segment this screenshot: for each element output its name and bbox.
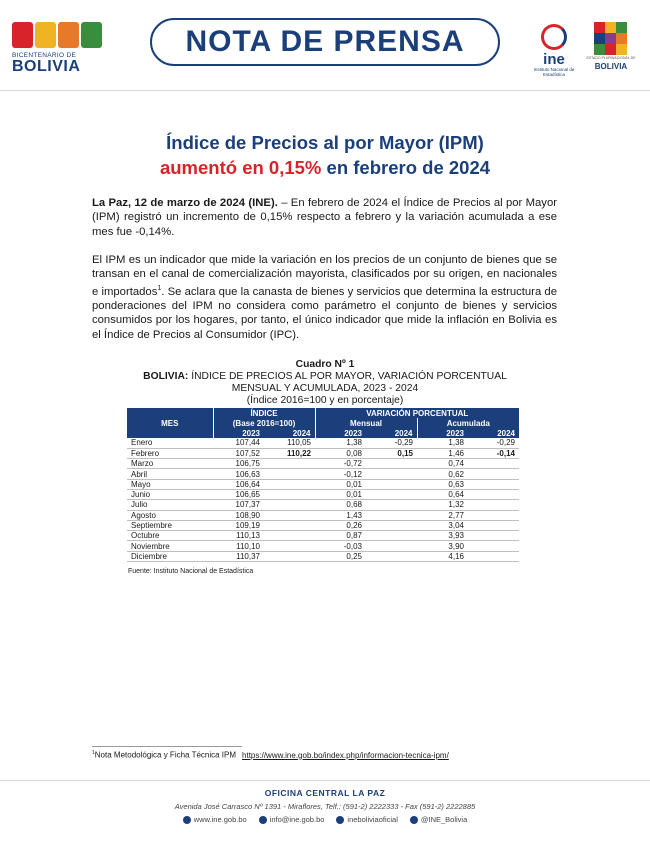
cell-i23: 107,44: [213, 438, 264, 448]
paragraph-definition-a: El IPM es un indicador que mide la variación en los precios de un conjunto de bienes que se transan en el canal de comercialización mayorista, clasificados por su origen, en nacionales e importados: [92, 254, 557, 298]
cell-i24: [264, 489, 315, 499]
header-divider: [0, 90, 650, 91]
cell-m24: [366, 500, 417, 510]
cell-a23: 2,77: [417, 510, 468, 520]
header-acumulada-2023: 2023: [417, 428, 468, 438]
cell-m23: 0,08: [315, 448, 366, 458]
cell-mes: Septiembre: [127, 520, 213, 530]
cell-a24: [468, 479, 519, 489]
cell-a23: 4,16: [417, 551, 468, 561]
press-release-banner: [150, 18, 500, 66]
table-row: [127, 448, 519, 458]
cell-m24: -0,29: [366, 438, 417, 448]
footer-web-text: www.ine.gob.bo: [193, 815, 247, 824]
cell-a24: [468, 500, 519, 510]
cell-a24: [468, 469, 519, 479]
cell-i24: [264, 479, 315, 489]
cell-a23: 0,63: [417, 479, 468, 489]
table-row: [127, 469, 519, 479]
table-row: [127, 459, 519, 469]
footer-facebook[interactable]: [336, 815, 397, 824]
table-row: [127, 510, 519, 520]
ipm-table: [127, 408, 519, 562]
table-row: [127, 479, 519, 489]
cell-i23: 107,37: [213, 500, 264, 510]
cell-m23: 0,01: [315, 479, 366, 489]
cell-i24: [264, 459, 315, 469]
cell-a23: 1,38: [417, 438, 468, 448]
ine-subtitle: Instituto Nacional de Estadística: [533, 67, 575, 77]
header-acumulada-2024: 2024: [468, 428, 519, 438]
cell-a24: [468, 531, 519, 541]
cell-i24: [264, 531, 315, 541]
headline-rest: en febrero de 2024: [321, 157, 491, 178]
headline-line-1: Índice de Precios al por Mayor (IPM): [166, 132, 484, 153]
cell-i24: [264, 469, 315, 479]
cell-m24: [366, 551, 417, 561]
cell-a24: [468, 489, 519, 499]
mail-icon: [259, 816, 267, 824]
cell-mes: Noviembre: [127, 541, 213, 551]
table-row: [127, 500, 519, 510]
cell-mes: Julio: [127, 500, 213, 510]
cell-a23: 0,64: [417, 489, 468, 499]
cell-mes: Mayo: [127, 479, 213, 489]
twitter-icon: [410, 816, 418, 824]
cell-a23: 0,74: [417, 459, 468, 469]
footer-email[interactable]: [259, 815, 325, 824]
government-title: BOLIVIA: [594, 62, 628, 71]
cell-a23: 1,46: [417, 448, 468, 458]
footer-twitter-text: @INE_Bolivia: [420, 815, 468, 824]
header-indice: ÍNDICE: [213, 408, 315, 418]
cell-mes: Agosto: [127, 510, 213, 520]
cell-i23: 106,65: [213, 489, 264, 499]
cell-a23: 3,93: [417, 531, 468, 541]
facebook-icon: [336, 816, 344, 824]
header-mensual-2024: 2024: [366, 428, 417, 438]
cell-mes: Octubre: [127, 531, 213, 541]
cell-a23: 3,90: [417, 541, 468, 551]
header-mensual: Mensual: [315, 418, 417, 428]
cell-m23: 1,43: [315, 510, 366, 520]
cell-a24: [468, 551, 519, 561]
cell-i23: 106,63: [213, 469, 264, 479]
cell-i23: 108,90: [213, 510, 264, 520]
headline-highlight: aumentó en 0,15%: [159, 157, 322, 178]
ine-logo: [532, 24, 576, 84]
cell-a23: 1,32: [417, 500, 468, 510]
cell-a24: [468, 520, 519, 530]
table-title-line-2: MENSUAL Y ACUMULADA, 2023 - 2024: [231, 383, 419, 394]
cell-m24: [366, 469, 417, 479]
footer-divider: [0, 780, 650, 781]
cell-m23: 0,87: [315, 531, 366, 541]
table-title-rest: ÍNDICE DE PRECIOS AL POR MAYOR, VARIACIÓN PORCENTUAL: [188, 371, 507, 382]
cell-mes: Marzo: [127, 459, 213, 469]
cell-m24: [366, 520, 417, 530]
ine-name: ine: [543, 51, 565, 68]
table-row: [127, 531, 519, 541]
cell-m24: [366, 459, 417, 469]
cell-m23: 0,68: [315, 500, 366, 510]
cell-i24: [264, 510, 315, 520]
cell-m24: [366, 510, 417, 520]
header-variacion: VARIACIÓN PORCENTUAL: [315, 408, 519, 418]
footnote-text: Nota Metodológica y Ficha Técnica IPM: [94, 750, 237, 760]
footer-email-text: info@ine.gob.bo: [269, 815, 325, 824]
cell-a24: -0,29: [468, 438, 519, 448]
cell-m23: 0,25: [315, 551, 366, 561]
cell-m23: 0,26: [315, 520, 366, 530]
cell-i23: 110,10: [213, 541, 264, 551]
cell-mes: Febrero: [127, 448, 213, 458]
table-row: [127, 438, 519, 448]
bicentenario-logo: [12, 22, 104, 80]
cell-m23: -0,72: [315, 459, 366, 469]
table-row: [127, 541, 519, 551]
header-indice-2023: 2023: [213, 428, 264, 438]
header-indice-base: (Base 2016=100): [213, 418, 315, 428]
government-subtitle: ESTADO PLURINACIONAL DE: [586, 56, 636, 60]
globe-icon: [183, 816, 191, 824]
cell-m23: -0,12: [315, 469, 366, 479]
cell-i23: 109,19: [213, 520, 264, 530]
table-row: [127, 489, 519, 499]
table-title: [0, 371, 650, 383]
cell-a24: [468, 510, 519, 520]
bicentenario-title: BOLIVIA: [12, 58, 81, 75]
cell-m23: -0,03: [315, 541, 366, 551]
cell-a24: [468, 541, 519, 551]
government-logo: [582, 22, 640, 84]
cell-mes: Enero: [127, 438, 213, 448]
cell-m24: [366, 489, 417, 499]
cell-i23: 110,13: [213, 531, 264, 541]
paragraph-definition-b: . Se aclara que la canasta de bienes y servicios que determina la estructura de ponderaciones del IPM no considera como parámetro el conjunto de bienes y servicios consumidos por los hogares, por tanto, el único indicador que mide la inflación en Bolivia es el Índice de Precios al Consumidor (IPC).: [92, 285, 557, 341]
footer-twitter[interactable]: [410, 815, 467, 824]
cell-m24: [366, 531, 417, 541]
cell-i23: 107,52: [213, 448, 264, 458]
table-row: [127, 520, 519, 530]
header-mensual-2023: 2023: [315, 428, 366, 438]
footnote-number: 1: [92, 750, 95, 756]
cell-a23: 3,04: [417, 520, 468, 530]
ine-emblem-icon: [541, 24, 567, 50]
cell-i23: 106,64: [213, 479, 264, 489]
cell-i23: 106,75: [213, 459, 264, 469]
cell-i24: [264, 541, 315, 551]
cell-m24: [366, 541, 417, 551]
cell-m24: 0,15: [366, 448, 417, 458]
cell-a24: [468, 459, 519, 469]
header-acumulada: Acumulada: [417, 418, 519, 428]
wiphala-emblem-icon: [594, 22, 628, 56]
table-row: [127, 551, 519, 561]
table-source: Fuente: Instituto Nacional de Estadística: [128, 568, 254, 575]
cell-m24: [366, 479, 417, 489]
header-mes: MES: [127, 408, 213, 438]
paragraph-intro: [92, 196, 557, 239]
dateline: La Paz, 12 de marzo de 2024 (INE).: [92, 197, 278, 209]
footnote-divider: [92, 746, 242, 747]
bicentenario-subtitle: BICENTENARIO DE: [12, 52, 77, 59]
cell-i24: [264, 500, 315, 510]
table-caption: Cuadro Nº 1: [295, 359, 355, 370]
cell-m23: 1,38: [315, 438, 366, 448]
cell-mes: Diciembre: [127, 551, 213, 561]
cell-i24: 110,05: [264, 438, 315, 448]
table-title-line-3: (Índice 2016=100 y en porcentaje): [246, 395, 404, 406]
cell-i24: [264, 551, 315, 561]
cell-i24: 110,22: [264, 448, 315, 458]
footer-web[interactable]: [183, 815, 247, 824]
cell-mes: Junio: [127, 489, 213, 499]
cell-mes: Abril: [127, 469, 213, 479]
footnote: [92, 750, 449, 760]
cell-m23: 0,01: [315, 489, 366, 499]
cell-a24: -0,14: [468, 448, 519, 458]
page-header: [0, 0, 650, 88]
footer-facebook-text: ineboliviaoficial: [347, 815, 398, 824]
footnote-link[interactable]: https://www.ine.gob.bo/index.php/informacion-tecnica-ipm/: [242, 750, 449, 760]
footer-contacts: [0, 815, 650, 824]
table-title-bold: BOLIVIA:: [143, 371, 189, 382]
cell-i24: [264, 520, 315, 530]
paragraph-definition: [92, 253, 557, 342]
footer-address: Avenida José Carrasco Nº 1391 - Miraflores, Telf.: (591-2) 2222333 - Fax (591-2) 2222885: [174, 802, 476, 811]
headline-line-2: [0, 157, 650, 179]
footer-office: OFICINA CENTRAL LA PAZ: [264, 788, 386, 798]
cell-a23: 0,62: [417, 469, 468, 479]
banner-title: NOTA DE PRENSA: [185, 25, 465, 58]
bicentenario-emblem-icon: [12, 22, 104, 48]
paragraph-intro-body: – En febrero de 2024 el Índice de Precios al por Mayor (IPM) registró un incremento de 0,15% respecto a febrero y la variación acumulada a ese mes fue -0,14%.: [92, 197, 557, 238]
footnote-ref: 1: [157, 284, 162, 292]
header-indice-2024: 2024: [264, 428, 315, 438]
cell-i23: 110,37: [213, 551, 264, 561]
